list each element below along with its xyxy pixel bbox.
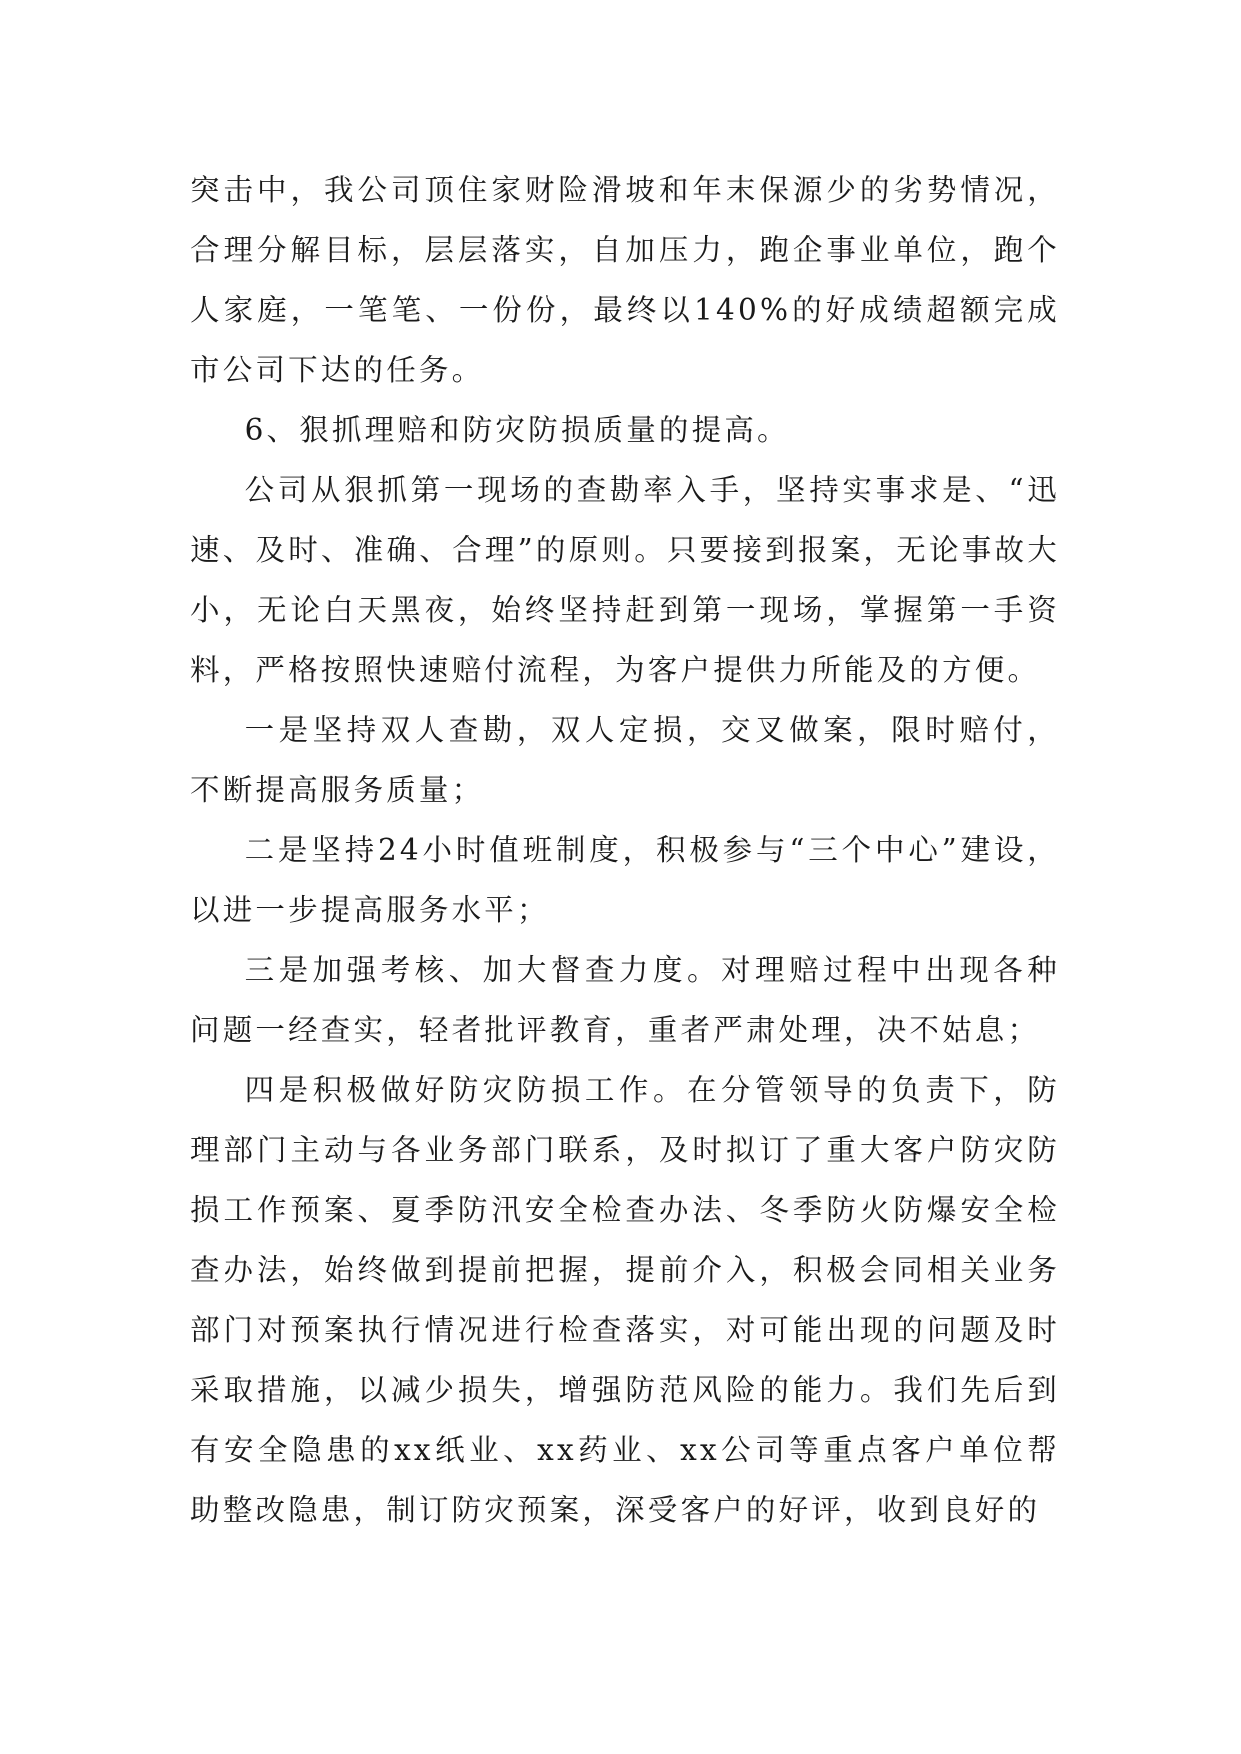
list-item-3: 三是加强考核、加大督查力度。对理赔过程中出现各种问题一经查实，轻者批评教育，重者严肃处理，决不姑息； (190, 953, 1060, 1047)
section-heading-6: 6、狠抓理赔和防灾防损质量的提高。 (244, 413, 790, 447)
paragraph-claims-intro: 公司从狠抓第一现场的查勘率入手，坚持实事求是、“迅速、及时、准确、合理”的原则。只要接到报案，无论事故大小，无论白天黑夜，始终坚持赶到第一现场，掌握第一手资料，严格按照快速赔付流程，为客户提供力所能及的方便。 (190, 473, 1060, 687)
list-item-1: 一是坚持双人查勘，双人定损，交叉做案，限时赔付，不断提高服务质量； (190, 713, 1060, 807)
document-body (190, 160, 1060, 1540)
paragraph-continuation: 突击中，我公司顶住家财险滑坡和年末保源少的劣势情况，合理分解目标，层层落实，自加压力，跑企事业单位，跑个人家庭，一笔笔、一份份，最终以140%的好成绩超额完成市公司下达的任务。 (190, 173, 1060, 387)
list-item-2: 二是坚持24小时值班制度，积极参与“三个中心”建设，以进一步提高服务水平； (190, 833, 1060, 927)
list-item-4: 四是积极做好防灾防损工作。在分管领导的负责下，防理部门主动与各业务部门联系，及时拟订了重大客户防灾防损工作预案、夏季防汛安全检查办法、冬季防火防爆安全检查办法，始终做到提前把握，提前介入，积极会同相关业务部门对预案执行情况进行检查落实，对可能出现的问题及时采取措施，以减少损失，增强防范风险的能力。我们先后到有安全隐患的xx纸业、xx药业、xx公司等重点客户单位帮助整改隐患，制订防灾预案，深受客户的好评，收到良好的 (190, 1073, 1060, 1527)
